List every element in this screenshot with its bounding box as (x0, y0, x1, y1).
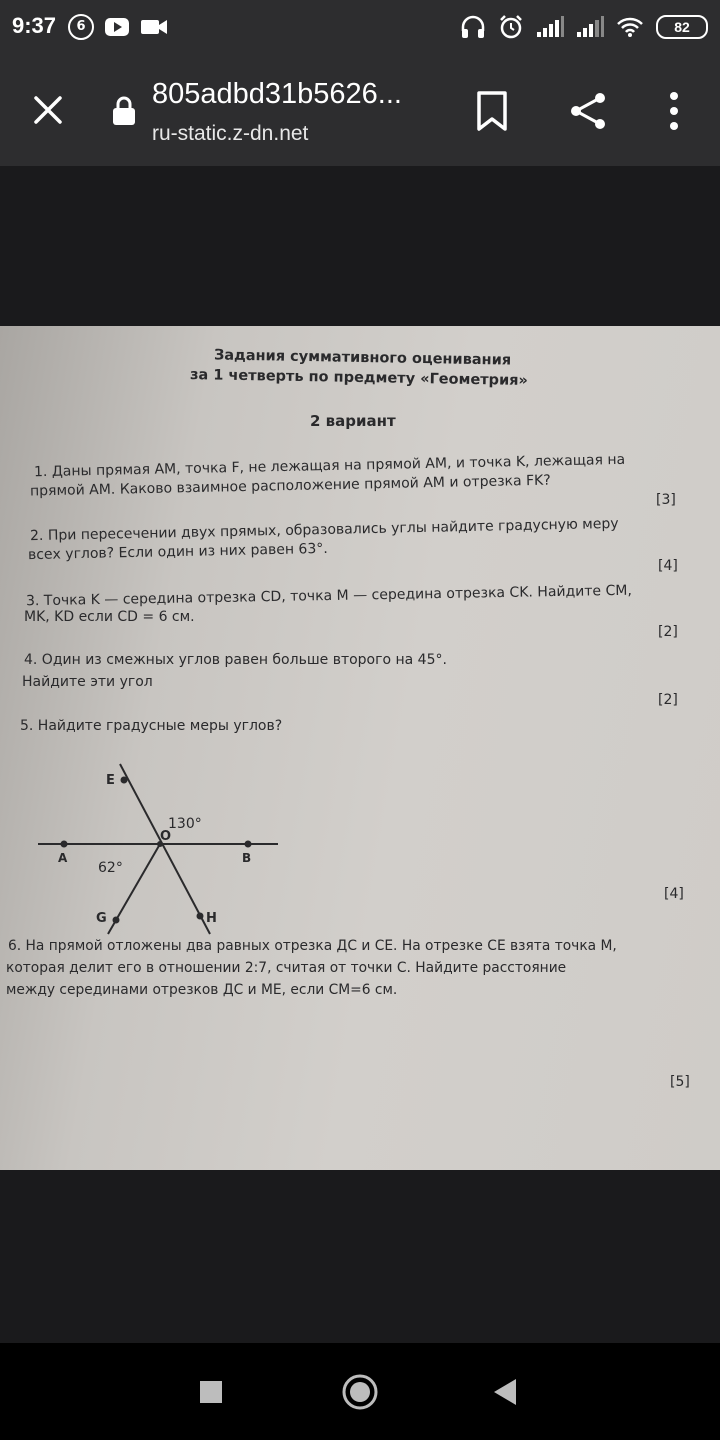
signal-icon (536, 16, 564, 38)
q6-line3: между серединами отрезков ДС и МЕ, если СМ=6 см. (6, 982, 398, 998)
status-left-icons (68, 14, 168, 40)
more-vert-icon[interactable] (662, 90, 686, 132)
battery-indicator: 82 (656, 15, 708, 39)
back-triangle-icon[interactable] (492, 1377, 518, 1407)
q1-points: [3] (656, 492, 676, 508)
status-time: 9:37 (12, 13, 57, 38)
point-a (61, 841, 68, 848)
headphones-icon (460, 15, 486, 39)
page-url: ru-static.z-dn.net (152, 122, 309, 145)
share-icon[interactable] (568, 90, 608, 132)
notification-count: 6 (76, 19, 86, 34)
label-g: G (96, 911, 107, 926)
home-circle-icon[interactable] (340, 1372, 380, 1412)
lock-icon (112, 96, 136, 126)
line-eh (120, 764, 210, 934)
q1-line1: 1. Даны прямая AM, точка F, не лежащая на прямой AM, и точка K, лежащая на (33, 451, 626, 481)
label-e: E (106, 773, 115, 788)
q2-points: [4] (658, 558, 678, 574)
status-bar (0, 0, 720, 56)
q2-line2: всех углов? Если один из них равен 63°. (27, 540, 328, 564)
point-g (113, 917, 120, 924)
angle-diagram-figure (20, 756, 320, 956)
q2-line1: 2. При пересечении двух прямых, образовались углы найдите градусную меру (29, 515, 619, 545)
recents-square-icon[interactable] (198, 1379, 224, 1405)
angle-diagram (20, 926, 320, 1126)
document-photo (0, 326, 720, 1170)
status-right-icons (460, 14, 708, 40)
q6-points: [5] (670, 1074, 690, 1090)
q5-line1: 5. Найдите градусные меры углов? (20, 718, 283, 734)
q4-line1: 4. Один из смежных углов равен больше второго на 45°. (24, 652, 447, 668)
q3-line1: 3. Точка K — середина отрезка CD, точка M — середина отрезка CK. Найдите CM, (25, 582, 632, 610)
browser-toolbar (0, 56, 720, 166)
q6-line2: которая делит его в отношении 2:7, считая от точки С. Найдите расстояние (6, 960, 567, 976)
point-e (121, 777, 128, 784)
label-o: O (160, 829, 172, 844)
q3-line2: MK, KD если CD = 6 см. (24, 609, 195, 625)
point-b (245, 841, 252, 848)
label-a: A (58, 851, 68, 865)
close-icon[interactable] (30, 92, 66, 128)
angle-label-130: 130° (168, 816, 202, 832)
doc-header-line1: Задания суммативного оценивания (213, 347, 512, 369)
label-b: B (242, 851, 252, 865)
angle-label-62: 62° (98, 860, 123, 876)
q1-line2: прямой AM. Каково взаимное расположение прямой AM и отрезка FK? (29, 472, 551, 500)
signal-icon (576, 16, 604, 38)
document-viewer[interactable] (0, 166, 720, 1343)
q4-points: [2] (658, 692, 678, 708)
q5-points: [4] (664, 886, 684, 902)
navigation-bar (0, 1343, 720, 1440)
wifi-icon (616, 16, 644, 38)
point-h (197, 913, 204, 920)
notification-count-icon (68, 14, 94, 40)
alarm-icon (498, 14, 524, 40)
q4-line2: Найдите эти угол (22, 674, 153, 690)
youtube-icon (104, 17, 130, 37)
label-h: H (206, 911, 217, 926)
bookmark-icon[interactable] (474, 90, 510, 132)
q6-line1: 6. На прямой отложены два равных отрезка ДС и СЕ. На отрезке СЕ взята точка М, (8, 938, 617, 954)
doc-header-line2: за 1 четверть по предмету «Геометрия» (189, 367, 528, 389)
doc-variant: 2 вариант (310, 412, 396, 430)
q3-points: [2] (658, 624, 678, 640)
video-camera-icon (140, 17, 168, 37)
page-title: 805adbd31b5626... (152, 78, 402, 110)
